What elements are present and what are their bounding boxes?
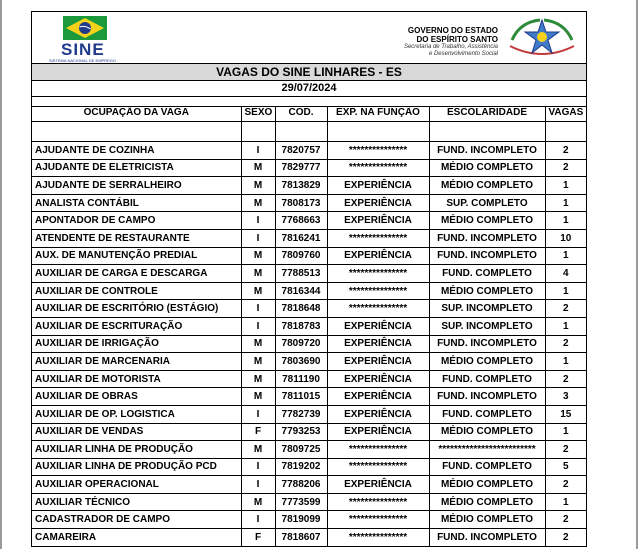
vacancies-cell: 2 — [545, 511, 586, 529]
experience-cell: *************** — [327, 511, 429, 529]
experience-cell: *************** — [327, 142, 429, 160]
table-row — [32, 159, 586, 177]
education-cell: FUND. COMPLETO — [429, 370, 545, 388]
table-row — [32, 300, 586, 318]
code-cell: 7819202 — [275, 458, 327, 476]
sex-cell: I — [241, 511, 275, 529]
occupation-cell: AUXILIAR DE ESCRITURAÇÃO — [32, 317, 241, 335]
vacancies-cell: 1 — [545, 177, 586, 195]
table-row — [32, 335, 586, 353]
education-cell: ************************* — [429, 441, 545, 459]
code-cell: 7820757 — [275, 142, 327, 160]
education-cell: FUND. INCOMPLETO — [429, 142, 545, 160]
experience-cell: *************** — [327, 458, 429, 476]
occupation-cell: AUXILIAR DE OBRAS — [32, 388, 241, 406]
code-cell: 7788513 — [275, 265, 327, 283]
sex-cell: I — [241, 405, 275, 423]
occupation-cell: AUXILIAR DE VENDAS — [32, 423, 241, 441]
code-cell: 7808173 — [275, 194, 327, 212]
education-cell: FUND. INCOMPLETO — [429, 335, 545, 353]
sex-cell: I — [241, 229, 275, 247]
vacancies-cell: 2 — [545, 300, 586, 318]
experience-cell: *************** — [327, 159, 429, 177]
table-row — [32, 282, 586, 300]
education-cell: MÉDIO COMPLETO — [429, 177, 545, 195]
vacancies-cell: 1 — [545, 247, 586, 265]
sine-logo — [45, 16, 145, 63]
experience-cell: EXPERIÊNCIA — [327, 353, 429, 371]
table-row — [32, 370, 586, 388]
table-row — [32, 229, 586, 247]
table-header-row — [32, 107, 586, 122]
education-cell: MÉDIO COMPLETO — [429, 212, 545, 230]
experience-cell: EXPERIÊNCIA — [327, 317, 429, 335]
experience-cell: *************** — [327, 493, 429, 511]
vacancies-cell: 2 — [545, 441, 586, 459]
page-title: VAGAS DO SINE LINHARES - ES — [32, 64, 586, 81]
listing-date: 29/07/2024 — [32, 81, 586, 97]
occupation-cell: AUXILIAR DE MARCENARIA — [32, 353, 241, 371]
sine-wordmark: SINE — [61, 40, 105, 59]
education-cell: MÉDIO COMPLETO — [429, 493, 545, 511]
occupation-cell: ANALISTA CONTÁBIL — [32, 194, 241, 212]
sex-cell: M — [241, 159, 275, 177]
code-cell: 7768663 — [275, 212, 327, 230]
column-header-occupation: OCUPAÇÃO DA VAGA — [32, 107, 241, 122]
experience-cell: EXPERIÊNCIA — [327, 177, 429, 195]
experience-cell: EXPERIÊNCIA — [327, 335, 429, 353]
code-cell: 7809720 — [275, 335, 327, 353]
occupation-cell: AUX. DE MANUTENÇÃO PREDIAL — [32, 247, 241, 265]
occupation-cell: AUXILIAR DE CARGA E DESCARGA — [32, 265, 241, 283]
sex-cell: I — [241, 300, 275, 318]
gov-line-2: DO ESPÍRITO SANTO — [416, 35, 498, 44]
education-cell: MÉDIO COMPLETO — [429, 282, 545, 300]
code-cell: 7803690 — [275, 353, 327, 371]
code-cell: 7818607 — [275, 529, 327, 547]
sex-cell: M — [241, 282, 275, 300]
occupation-cell: CADASTRADOR DE CAMPO — [32, 511, 241, 529]
column-header-experience: EXP. NA FUNÇÃO — [327, 107, 429, 122]
occupation-cell: AUXILIAR DE IRRIGAÇÃO — [32, 335, 241, 353]
column-header-sex: SEXO — [241, 107, 275, 122]
column-header-code: COD. — [275, 107, 327, 122]
vacancies-cell: 1 — [545, 353, 586, 371]
experience-cell: EXPERIÊNCIA — [327, 212, 429, 230]
table-row — [32, 493, 586, 511]
brazil-flag-icon — [63, 16, 107, 40]
experience-cell: *************** — [327, 300, 429, 318]
occupation-cell: APONTADOR DE CAMPO — [32, 212, 241, 230]
code-cell: 7809725 — [275, 441, 327, 459]
occupation-cell: CAMAREIRA — [32, 529, 241, 547]
sex-cell: M — [241, 370, 275, 388]
sine-tagline: SISTEMA NACIONAL DE EMPREGO — [49, 58, 116, 63]
experience-cell: EXPERIÊNCIA — [327, 423, 429, 441]
column-header-education: ESCOLARIDADE — [429, 107, 545, 122]
occupation-cell: AUXILIAR DE MOTORISTA — [32, 370, 241, 388]
vacancies-cell: 3 — [545, 388, 586, 406]
education-cell: MÉDIO COMPLETO — [429, 423, 545, 441]
code-cell: 7811190 — [275, 370, 327, 388]
sex-cell: M — [241, 493, 275, 511]
code-cell: 7819099 — [275, 511, 327, 529]
government-text — [404, 26, 498, 58]
table-row — [32, 476, 586, 494]
code-cell: 7813829 — [275, 177, 327, 195]
sex-cell: M — [241, 441, 275, 459]
table-row — [32, 177, 586, 195]
education-cell: SUP. COMPLETO — [429, 194, 545, 212]
code-cell: 7816344 — [275, 282, 327, 300]
blank-row — [32, 122, 586, 142]
document-header — [32, 12, 586, 64]
table-row — [32, 511, 586, 529]
occupation-cell: ATENDENTE DE RESTAURANTE — [32, 229, 241, 247]
table-row — [32, 441, 586, 459]
code-cell: 7788206 — [275, 476, 327, 494]
window-frame-left — [0, 0, 2, 549]
vacancies-cell: 1 — [545, 212, 586, 230]
table-row — [32, 265, 586, 283]
experience-cell: EXPERIÊNCIA — [327, 405, 429, 423]
education-cell: FUND. INCOMPLETO — [429, 529, 545, 547]
table-row — [32, 458, 586, 476]
code-cell: 7816241 — [275, 229, 327, 247]
sex-cell: M — [241, 265, 275, 283]
sex-cell: I — [241, 317, 275, 335]
sex-cell: M — [241, 388, 275, 406]
occupation-cell: AUXILIAR TÉCNICO — [32, 493, 241, 511]
occupation-cell: AUXILIAR DE CONTROLE — [32, 282, 241, 300]
occupation-cell: AUXILIAR LINHA DE PRODUÇÃO — [32, 441, 241, 459]
education-cell: SUP. INCOMPLETO — [429, 300, 545, 318]
sex-cell: F — [241, 529, 275, 547]
table-row — [32, 529, 586, 547]
table-row — [32, 353, 586, 371]
vacancies-cell: 1 — [545, 317, 586, 335]
table-row — [32, 142, 586, 160]
occupation-cell: AUXILIAR OPERACIONAL — [32, 476, 241, 494]
education-cell: MÉDIO COMPLETO — [429, 476, 545, 494]
table-row — [32, 247, 586, 265]
experience-cell: *************** — [327, 529, 429, 547]
gov-line-1: GOVERNO DO ESTADO — [407, 26, 498, 35]
experience-cell: EXPERIÊNCIA — [327, 388, 429, 406]
sex-cell: M — [241, 177, 275, 195]
sex-cell: M — [241, 194, 275, 212]
column-header-vacancies: VAGAS — [545, 107, 586, 122]
code-cell: 7811015 — [275, 388, 327, 406]
experience-cell: EXPERIÊNCIA — [327, 476, 429, 494]
experience-cell: EXPERIÊNCIA — [327, 194, 429, 212]
sex-cell: I — [241, 476, 275, 494]
code-cell: 7818648 — [275, 300, 327, 318]
vacancies-table — [32, 107, 586, 547]
occupation-cell: AUXILIAR DE ESCRITÓRIO (ESTÁGIO) — [32, 300, 241, 318]
education-cell: MÉDIO COMPLETO — [429, 159, 545, 177]
experience-cell: EXPERIÊNCIA — [327, 247, 429, 265]
vacancies-cell: 1 — [545, 493, 586, 511]
sex-cell: I — [241, 212, 275, 230]
vacancies-cell: 2 — [545, 335, 586, 353]
table-row — [32, 212, 586, 230]
experience-cell: EXPERIÊNCIA — [327, 370, 429, 388]
sex-cell: F — [241, 423, 275, 441]
espirito-santo-crest-icon — [506, 16, 578, 60]
vacancies-cell: 1 — [545, 194, 586, 212]
code-cell: 7818783 — [275, 317, 327, 335]
vacancies-cell: 2 — [545, 159, 586, 177]
vacancies-cell: 5 — [545, 458, 586, 476]
vacancies-cell: 2 — [545, 142, 586, 160]
education-cell: FUND. COMPLETO — [429, 458, 545, 476]
sex-cell: I — [241, 142, 275, 160]
vacancies-cell: 4 — [545, 265, 586, 283]
table-row — [32, 423, 586, 441]
education-cell: SUP. INCOMPLETO — [429, 317, 545, 335]
vacancies-cell: 10 — [545, 229, 586, 247]
education-cell: FUND. INCOMPLETO — [429, 247, 545, 265]
education-cell: MÉDIO COMPLETO — [429, 353, 545, 371]
experience-cell: *************** — [327, 265, 429, 283]
code-cell: 7782739 — [275, 405, 327, 423]
occupation-cell: AJUDANTE DE SERRALHEIRO — [32, 177, 241, 195]
table-row — [32, 317, 586, 335]
experience-cell: *************** — [327, 229, 429, 247]
table-row — [32, 405, 586, 423]
table-row — [32, 388, 586, 406]
job-listing-document — [31, 11, 587, 547]
experience-cell: *************** — [327, 441, 429, 459]
code-cell: 7773599 — [275, 493, 327, 511]
secretaria-line-1: Secretaria de Trabalho, Assistência — [403, 44, 498, 50]
vacancies-cell: 2 — [545, 370, 586, 388]
vacancies-cell: 1 — [545, 423, 586, 441]
table-row — [32, 194, 586, 212]
vacancies-cell: 2 — [545, 476, 586, 494]
vacancies-cell: 2 — [545, 529, 586, 547]
occupation-cell: AUXILIAR LINHA DE PRODUÇÃO PCD — [32, 458, 241, 476]
sex-cell: M — [241, 353, 275, 371]
education-cell: FUND. COMPLETO — [429, 265, 545, 283]
education-cell: FUND. INCOMPLETO — [429, 229, 545, 247]
experience-cell: *************** — [327, 282, 429, 300]
code-cell: 7829777 — [275, 159, 327, 177]
divider — [32, 97, 586, 107]
education-cell: FUND. COMPLETO — [429, 405, 545, 423]
occupation-cell: AUXILIAR DE OP. LOGISTICA — [32, 405, 241, 423]
code-cell: 7809760 — [275, 247, 327, 265]
secretaria-line-2: e Desenvolvimento Social — [428, 51, 498, 57]
vacancies-cell: 1 — [545, 282, 586, 300]
code-cell: 7793253 — [275, 423, 327, 441]
sex-cell: I — [241, 458, 275, 476]
sex-cell: M — [241, 247, 275, 265]
occupation-cell: AJUDANTE DE COZINHA — [32, 142, 241, 160]
occupation-cell: AJUDANTE DE ELETRICISTA — [32, 159, 241, 177]
vacancies-cell: 15 — [545, 405, 586, 423]
education-cell: FUND. INCOMPLETO — [429, 388, 545, 406]
education-cell: MÉDIO COMPLETO — [429, 511, 545, 529]
sex-cell: M — [241, 335, 275, 353]
